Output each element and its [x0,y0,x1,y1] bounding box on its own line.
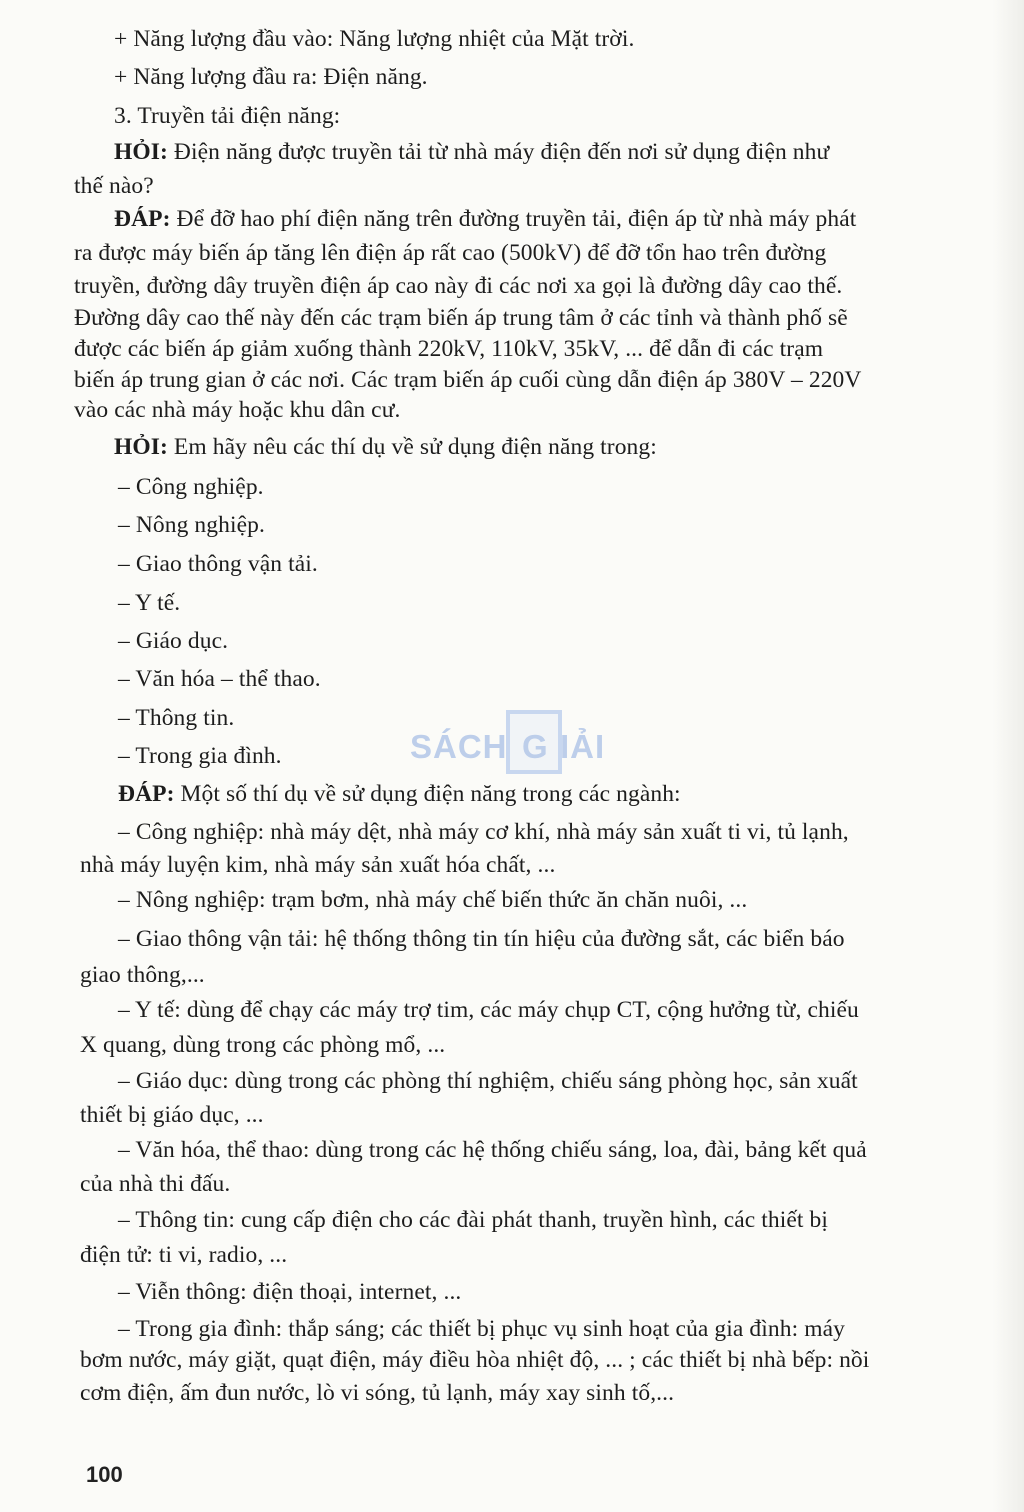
example-line: – Nông nghiệp: trạm bơm, nhà máy chế biến thức ăn chăn nuôi, ... [118,887,748,913]
question-text: Điện năng được truyền tải từ nhà máy điện đến nơi sử dụng điện như [173,139,830,165]
text-line: vào các nhà máy hoặc khu dân cư. [74,397,401,423]
text-line: được các biến áp giảm xuống thành 220kV, 110kV, 35kV, ... để dẫn đi các trạm [74,336,824,362]
text-line: thế nào? [74,173,154,199]
example-line: điện tử: ti vi, radio, ... [80,1242,288,1268]
answer-label: ĐÁP: [118,781,175,807]
example-line: nhà máy luyện kim, nhà máy sản xuất hóa chất, ... [80,852,556,878]
watermark-logo [410,706,620,776]
answer-2 [118,779,681,809]
list-item: – Thông tin. [118,705,235,731]
example-line: – Công nghiệp: nhà máy dệt, nhà máy cơ khí, nhà máy sản xuất ti vi, tủ lạnh, [118,819,849,845]
text-line: Đường dây cao thế này đến các trạm biến áp trung tâm ở các tỉnh và thành phố sẽ [74,305,848,331]
answer-text: Một số thí dụ về sử dụng điện năng trong các ngành: [180,781,681,807]
example-line: – Giao thông vận tải: hệ thống thông tin tín hiệu của đường sắt, các biển báo [118,926,845,952]
list-item: – Giao thông vận tải. [118,551,318,577]
list-item: – Văn hóa – thể thao. [118,666,321,692]
text-line: + Năng lượng đầu ra: Điện năng. [114,64,428,90]
example-line: – Trong gia đình: thắp sáng; các thiết bị phục vụ sinh hoạt của gia đình: máy [118,1316,845,1342]
answer-1 [114,204,856,234]
text-line: ra được máy biến áp tăng lên điện áp rất cao (500kV) để đỡ tổn hao trên đường [74,240,827,266]
text-line: truyền, đường dây truyền điện áp cao này đi các nơi xa gọi là đường dây cao thế. [74,273,843,299]
example-line: – Văn hóa, thể thao: dùng trong các hệ thống chiếu sáng, loa, đài, bảng kết quả [118,1137,867,1163]
list-item: – Trong gia đình. [118,743,282,769]
text-line: + Năng lượng đầu vào: Năng lượng nhiệt của Mặt trời. [114,26,635,52]
example-line: – Thông tin: cung cấp điện cho các đài phát thanh, truyền hình, các thiết bị [118,1207,828,1233]
example-line: – Giáo dục: dùng trong các phòng thí nghiệm, chiếu sáng phòng học, sản xuất [118,1068,858,1094]
example-line: X quang, dùng trong các phòng mổ, ... [80,1032,446,1058]
example-line: bơm nước, máy giặt, quạt điện, máy điều hòa nhiệt độ, ... ; các thiết bị nhà bếp: nồi [80,1347,870,1373]
example-line: cơm điện, ấm đun nước, lò vi sóng, tủ lạnh, máy xay sinh tố,... [80,1380,675,1406]
example-line: của nhà thi đấu. [80,1171,231,1197]
question-2 [114,432,657,462]
page-number: 100 [86,1462,123,1487]
section-heading: 3. Truyền tải điện năng: [114,103,341,129]
example-line: – Y tế: dùng để chạy các máy trợ tim, các máy chụp CT, cộng hưởng từ, chiếu [118,997,859,1023]
question-label: HỎI: [114,139,168,165]
list-item: – Nông nghiệp. [118,512,265,538]
watermark-text-left: SÁCH [410,728,508,765]
answer-label: ĐÁP: [114,206,171,232]
page-edge-shadow [992,0,1024,1512]
list-item: – Công nghiệp. [118,474,264,500]
example-line: – Viễn thông: điện thoại, internet, ... [118,1279,462,1305]
question-1 [114,137,829,167]
list-item: – Y tế. [118,590,181,616]
list-item: – Giáo dục. [118,628,229,654]
watermark-text-right: IẢI [560,728,606,765]
answer-text: Để đỡ hao phí điện năng trên đường truyền tải, điện áp từ nhà máy phát [176,206,857,232]
watermark-text-mid: G [522,728,549,765]
text-line: biến áp trung gian ở các nơi. Các trạm biến áp cuối cùng dẫn điện áp 380V – 220V [74,367,862,393]
question-label: HỎI: [114,434,168,460]
example-line: thiết bị giáo dục, ... [80,1102,264,1128]
question-text: Em hãy nêu các thí dụ về sử dụng điện năng trong: [173,434,657,460]
example-line: giao thông,... [80,962,205,988]
